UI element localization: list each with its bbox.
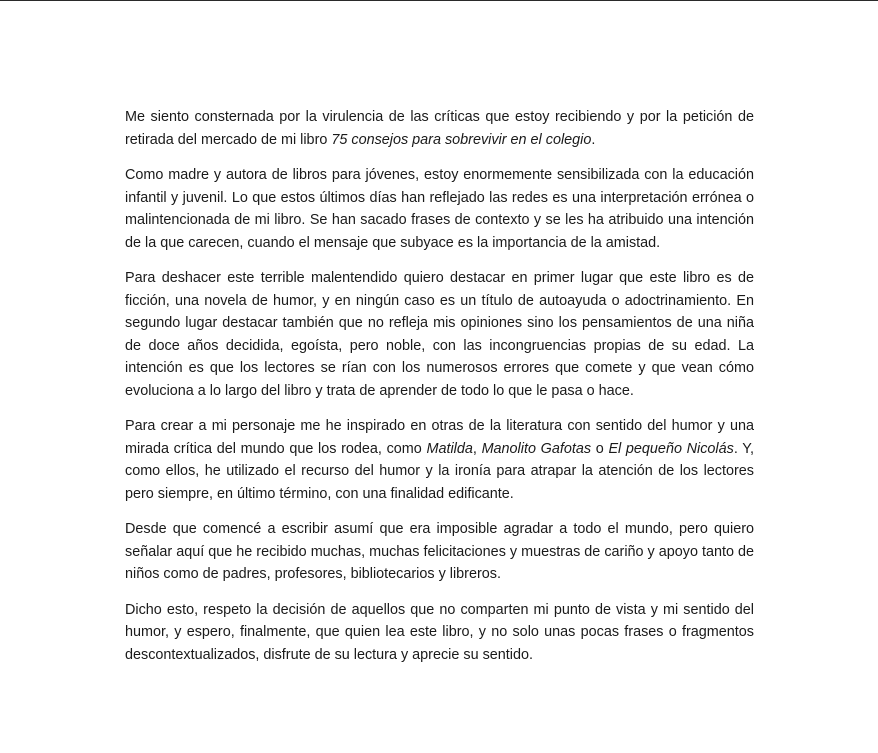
book-title: 75 consejos para sobrevivir en el colegio — [331, 131, 592, 148]
separator: o — [591, 440, 609, 457]
paragraph-4-text: Para crear a mi personaje me he inspirado en otras de la literatura con sentido del humor y una mirada crítica del mundo que los rodea, como — [125, 418, 754, 457]
paragraph-4-end: . Y, como ellos, he utilizado el recurso del humor y la ironía para atrapar la atención de los lectores pero siempre, en último término, con una finalidad edificante. — [125, 440, 754, 502]
paragraph-5: Desde que comencé a escribir asumí que era imposible agradar a todo el mundo, pero quiero señalar aquí que he recibido muchas, muchas felicitaciones y muestras de cariño y apoyo tanto de niños como de padres, profesores, bibliotecarios y libreros. — [125, 521, 754, 582]
paragraph-1-text: Me siento consternada por la virulencia de las críticas que estoy recibiendo y por la petición de retirada del mercado de mi libro — [125, 109, 754, 148]
paragraph-2: Como madre y autora de libros para jóvenes, estoy enormemente sensibilizada con la educación infantil y juvenil. Lo que estos últimos días han reflejado las redes es una interpretación errónea o malintencionada de mi libro. Se han sacado frases de contexto y se les ha atribuido una intención de la que carecen, cuando el mensaje que subyace es la importancia de la amistad. — [125, 167, 754, 251]
paragraph-6: Dicho esto, respeto la decisión de aquellos que no comparten mi punto de vista y mi sentido del humor, y espero, finalmente, que quien lea este libro, y no solo unas pocas frases o fragmentos descontextualizados, disfrute de su lectura y aprecie su sentido. — [125, 601, 754, 663]
paragraph-4 — [125, 415, 754, 505]
letter-body — [125, 106, 754, 679]
paragraph-3: Para deshacer este terrible malentendido quiero destacar en primer lugar que este libro es de ficción, una novela de humor, y en ningún caso es un título de autoayuda o adoctrinamiento. En segundo lugar destacar también que no refleja mis opiniones sino los pensamientos de una niña de doce años decidida, egoísta, pero noble, con las incongruencias propias de su edad. La intención es que los lectores se rían con los numerosos errores que comete y que vean cómo evoluciona a lo largo del libro y trata de aprender de todo lo que le pasa o hace. — [125, 270, 754, 399]
paragraph-1-end: . — [591, 131, 596, 148]
reference-manolito-gafotas: Manolito Gafotas — [481, 440, 592, 457]
top-border-line — [0, 0, 878, 1]
reference-el-pequeno-nicolas: El pequeño Nicolás — [608, 440, 734, 457]
reference-matilda: Matilda — [426, 440, 473, 457]
paragraph-1 — [125, 106, 754, 151]
separator: , — [472, 440, 482, 457]
